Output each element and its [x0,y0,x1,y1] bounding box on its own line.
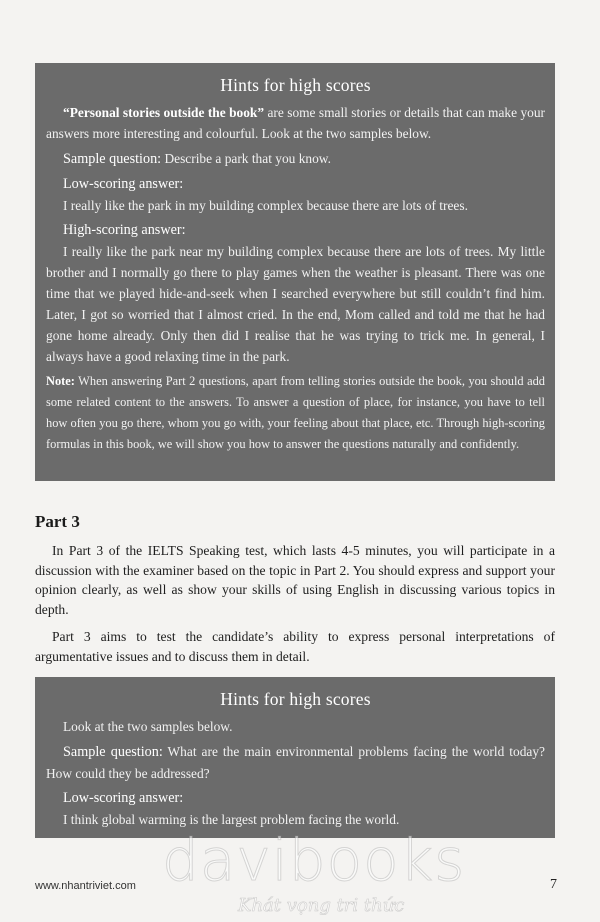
note-label: Note: [46,374,75,388]
low-scoring-label: Low-scoring answer: [63,790,184,806]
hints-box-part3 [35,677,555,838]
watermark-tagline: Khát vọng tri thức [238,895,405,916]
high-scoring-answer: I really like the park near my building complex because there are lots of trees. My little brother and I normally go there to play games when the weather is pleasant. There was one time that we played hide-and-seek when I searched everywhere but still couldn’t find him. Later, I got so worried that I almost cried. In the end, Mom called and told me that he had gone home already. Only then did I realise that he was trying to trick me. In general, I always have a good relaxing time in the park. [46,244,545,364]
hints-intro-text: are some small stories or details that can make your answers more interesting and colourful. Look at the two samples below. [46,105,545,141]
note-text: When answering Part 2 questions, apart from telling stories outside the book, you should add some related content to the answers. To answer a question of place, for instance, you have to tell how often you go there, whom you go with, your feeling about that place, etc. Through high-scoring formulas in this book, we will show you how to answer the questions naturally and confidently. [46,374,545,451]
high-scoring-label: High-scoring answer: [63,222,186,238]
hints-title: Hints for high scores [220,689,371,709]
part3-paragraph-1: In Part 3 of the IELTS Speaking test, which lasts 4-5 minutes, you will participate in a discussion with the examiner based on the topic in Part 2. You should express and support your opinion clearly, as well as show your skills of using English in discussing various topics in depth. [35,543,555,617]
section-heading: Part 3 [35,512,80,531]
low-scoring-answer: I really like the park in my building complex because there are lots of trees. [63,198,468,213]
hints-box-part2 [35,63,555,481]
low-scoring-label: Low-scoring answer: [63,176,184,192]
sample-question-label: Sample question: [63,151,162,167]
low-scoring-answer: I think global warming is the largest problem facing the world. [63,812,400,827]
sample-question [46,741,545,784]
footer-url: www.nhantriviet.com [35,880,136,892]
hints-intro [46,102,545,144]
sample-question [46,148,545,170]
hints-intro: Look at the two samples below. [63,719,233,734]
hints-title: Hints for high scores [220,75,371,95]
hints-intro-bold: “Personal stories outside the book” [63,105,265,120]
sample-question-text: Describe a park that you know. [161,151,331,166]
watermark-brand: davibooks [162,826,466,894]
note-paragraph [46,371,545,455]
sample-question-label: Sample question: [63,744,163,760]
page-number: 7 [550,877,557,892]
part3-paragraph-2: Part 3 aims to test the candidate’s ability to express personal interpretations of argumentative issues and to discuss them in detail. [35,629,555,664]
sample-question-text: What are the main environmental problems facing the world today? How could they be addressed? [46,744,545,781]
